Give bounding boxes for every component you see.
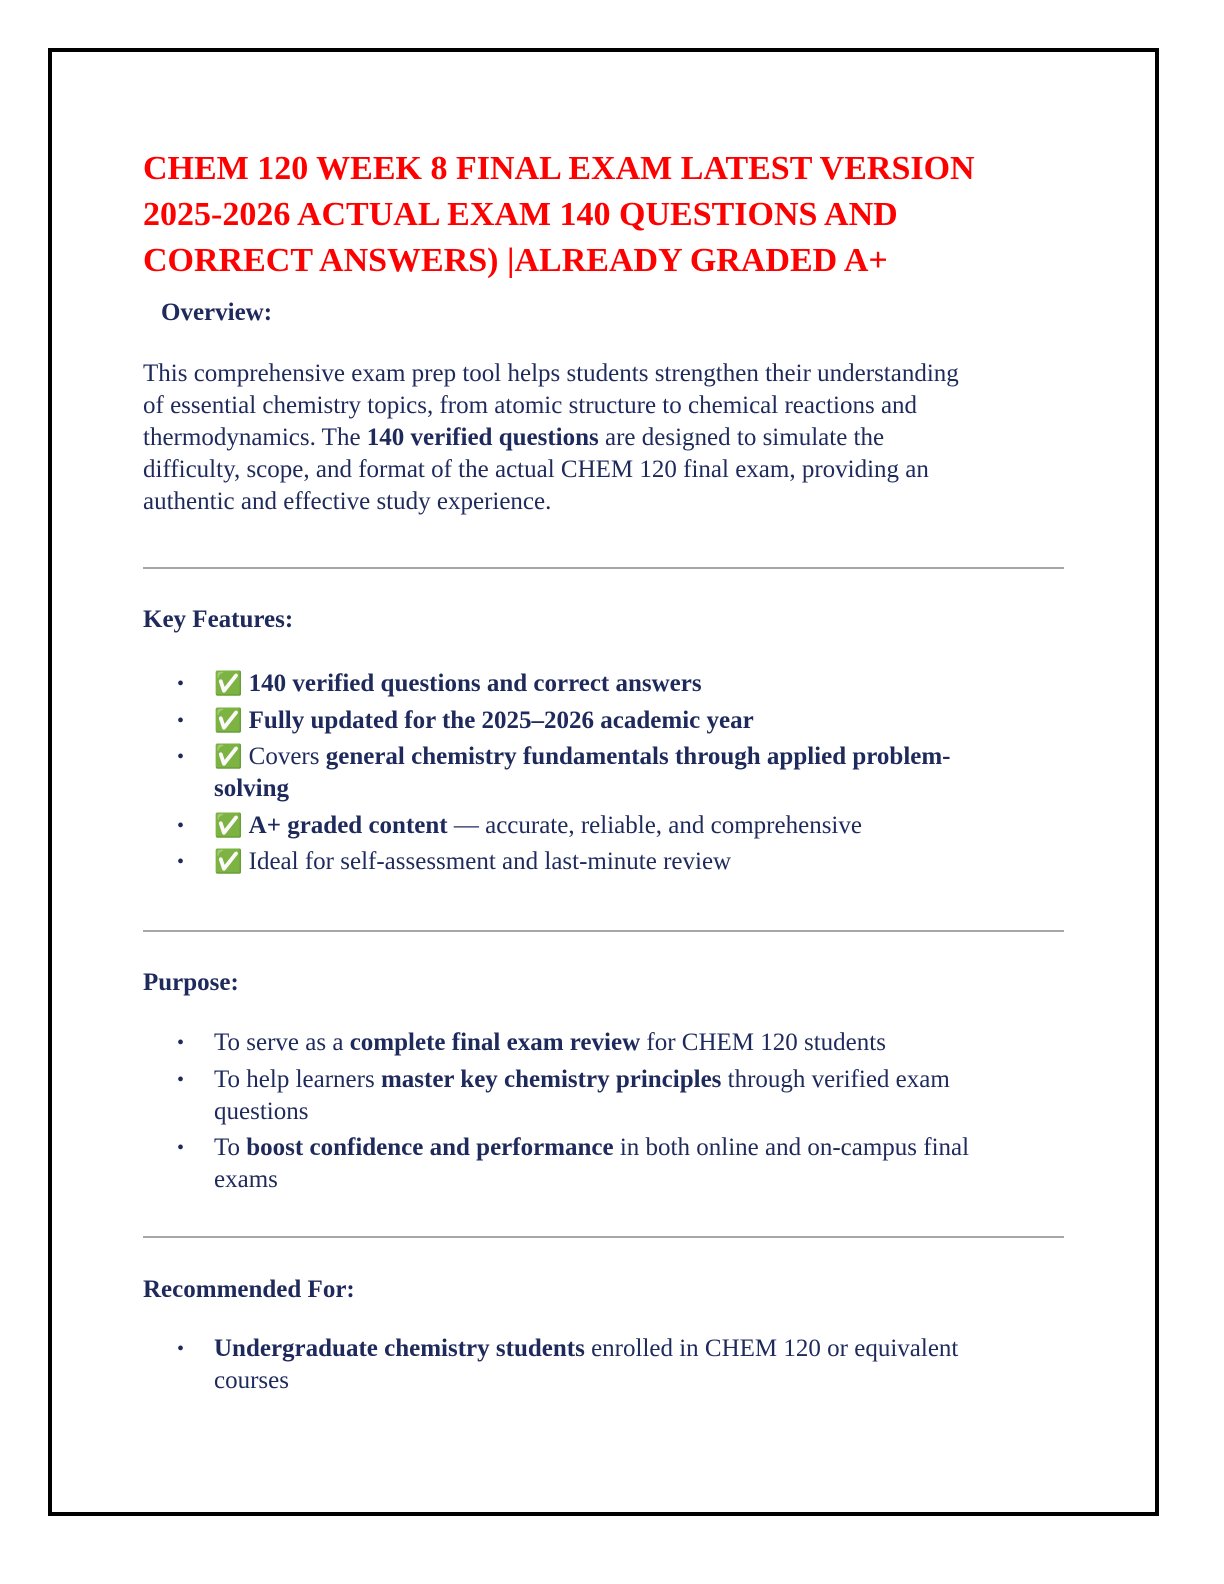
- text-run: Covers: [248, 743, 326, 770]
- bold-run: Fully updated for the 2025–2026 academic year: [248, 706, 754, 734]
- key-features-list: [0, 668, 951, 883]
- bold-run: general chemistry fundamentals through applied problem-: [325, 743, 951, 770]
- list-item: [0, 741, 951, 805]
- recommended-list: [0, 1333, 958, 1402]
- text-run: through verified exam: [721, 1065, 950, 1093]
- list-item: [0, 846, 951, 878]
- check-mark-icon: ✅: [214, 707, 243, 734]
- list-item: [0, 810, 951, 842]
- bold-run: complete final exam review: [349, 1029, 641, 1056]
- overview-paragraph: [143, 358, 1083, 518]
- bold-run: 140 verified questions: [366, 424, 599, 451]
- text-run: To: [214, 1134, 247, 1161]
- list-item: [0, 1027, 969, 1059]
- bullet-icon: •: [177, 673, 185, 695]
- list-item: [0, 1064, 969, 1128]
- bold-run: A+ graded content: [248, 811, 448, 839]
- text-run: courses: [214, 1367, 289, 1394]
- bullet-icon: •: [177, 1032, 185, 1054]
- bold-run: solving: [214, 775, 290, 802]
- list-item: [0, 1132, 969, 1196]
- text-run: To serve as a: [214, 1029, 350, 1056]
- bullet-icon: •: [177, 1068, 185, 1091]
- text-run: questions: [214, 1097, 309, 1125]
- bullet-icon: •: [177, 851, 185, 873]
- text-run: for CHEM 120 students: [640, 1029, 886, 1056]
- purpose-list: [0, 1027, 969, 1201]
- section-divider: [143, 1236, 1064, 1238]
- text-run: enrolled in CHEM 120 or equivalent: [584, 1335, 959, 1362]
- overview-line: This comprehensive exam prep tool helps students strengthen their understanding: [143, 360, 959, 387]
- text-run: thermodynamics. The: [143, 424, 367, 451]
- check-mark-icon: ✅: [214, 671, 243, 697]
- check-mark-icon: ✅: [214, 849, 243, 875]
- bold-run: 140 verified questions and correct answers: [248, 670, 702, 697]
- text-run: in both online and on-campus final: [613, 1134, 970, 1161]
- recommended-heading: Recommended For:: [143, 1276, 355, 1303]
- bold-run: boost confidence and performance: [246, 1134, 614, 1161]
- bold-run: Undergraduate chemistry students: [214, 1335, 585, 1362]
- overview-heading: Overview:: [161, 299, 273, 326]
- check-mark-icon: ✅: [214, 812, 243, 839]
- overview-line: of essential chemistry topics, from atomic structure to chemical reactions and: [143, 392, 918, 419]
- document-title: [143, 146, 1103, 284]
- text-run: exams: [214, 1166, 278, 1193]
- title-line: CHEM 120 WEEK 8 FINAL EXAM LATEST VERSION: [143, 150, 975, 187]
- bold-run: master key chemistry principles: [380, 1065, 722, 1093]
- overview-line: [143, 422, 1083, 454]
- check-mark-icon: ✅: [214, 744, 243, 770]
- bullet-icon: •: [177, 709, 185, 732]
- key-features-heading: Key Features:: [143, 606, 294, 633]
- list-item: [0, 705, 951, 737]
- title-line: 2025-2026 ACTUAL EXAM 140 QUESTIONS AND: [143, 196, 898, 233]
- bullet-icon: •: [177, 746, 185, 768]
- section-divider: [143, 567, 1064, 569]
- title-line: CORRECT ANSWERS) |ALREADY GRADED A+: [143, 242, 888, 279]
- text-run: — accurate, reliable, and comprehensive: [447, 811, 862, 839]
- text-run: are designed to simulate the: [598, 424, 885, 451]
- bullet-icon: •: [177, 814, 185, 837]
- purpose-heading: Purpose:: [143, 969, 239, 996]
- text-run: Ideal for self-assessment and last-minute review: [248, 848, 732, 875]
- list-item: [0, 1333, 958, 1397]
- bullet-icon: •: [177, 1338, 185, 1360]
- bullet-icon: •: [177, 1137, 185, 1159]
- list-item: [0, 668, 951, 700]
- section-divider: [143, 930, 1064, 932]
- overview-line: difficulty, scope, and format of the actual CHEM 120 final exam, providing an: [143, 456, 929, 483]
- overview-line: authentic and effective study experience.: [143, 488, 552, 515]
- text-run: To help learners: [214, 1065, 381, 1093]
